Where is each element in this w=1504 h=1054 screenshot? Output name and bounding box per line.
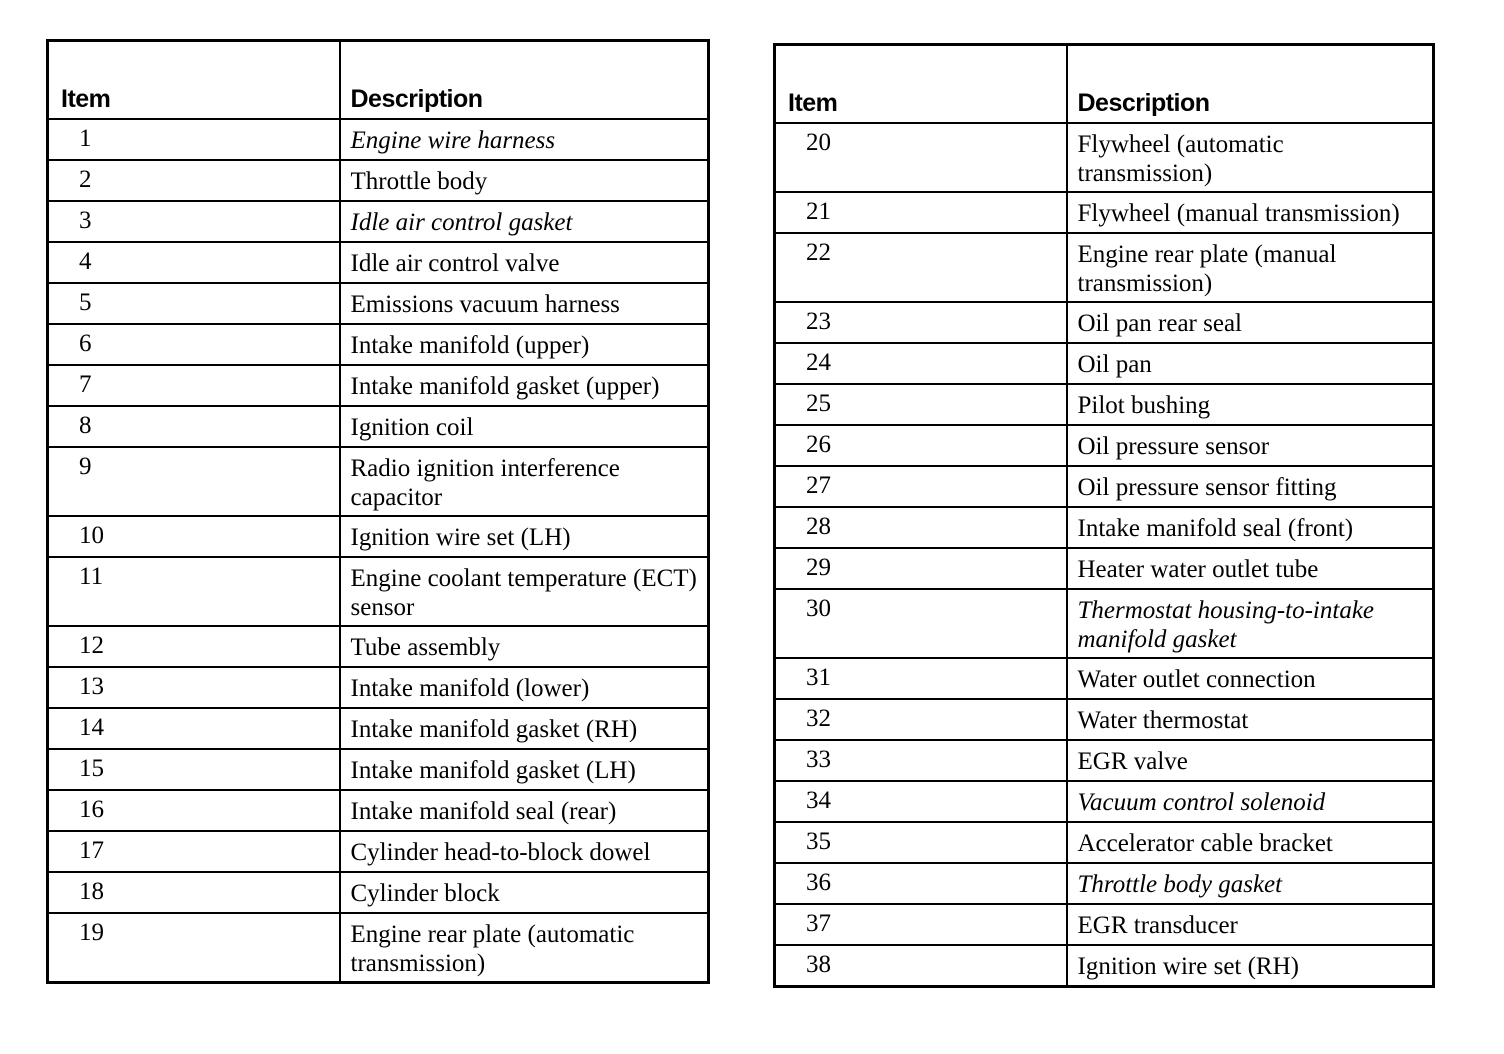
- table-row: [775, 343, 1434, 384]
- item-description: Water outlet connection: [1067, 658, 1434, 699]
- item-description: Throttle body gasket: [1067, 863, 1434, 904]
- item-description: Pilot bushing: [1067, 384, 1434, 425]
- table-body: [48, 119, 709, 983]
- item-number: 21: [775, 192, 1067, 233]
- description-header: Description: [340, 41, 709, 120]
- item-number: 8: [48, 406, 340, 447]
- table-row: [775, 658, 1434, 699]
- table-row: [775, 192, 1434, 233]
- item-description: Flywheel (manual transmission): [1067, 192, 1434, 233]
- item-description: Cylinder head-to-block dowel: [340, 831, 709, 872]
- item-number: 4: [48, 242, 340, 283]
- table-row: [48, 872, 709, 913]
- table-row: [48, 708, 709, 749]
- item-number: 19: [48, 913, 340, 983]
- table-row: [775, 548, 1434, 589]
- item-number: 35: [775, 822, 1067, 863]
- table-row: [775, 123, 1434, 192]
- item-description: Water thermostat: [1067, 699, 1434, 740]
- item-header: Item: [48, 41, 340, 120]
- item-description: Intake manifold gasket (RH): [340, 708, 709, 749]
- item-number: 22: [775, 233, 1067, 302]
- item-number: 2: [48, 160, 340, 201]
- item-description: Ignition wire set (LH): [340, 516, 709, 557]
- item-number: 25: [775, 384, 1067, 425]
- table-row: [48, 324, 709, 365]
- item-description: Oil pan: [1067, 343, 1434, 384]
- item-description: Ignition coil: [340, 406, 709, 447]
- item-number: 17: [48, 831, 340, 872]
- table-row: [775, 699, 1434, 740]
- description-header: Description: [1067, 45, 1434, 124]
- item-description: Cylinder block: [340, 872, 709, 913]
- item-number: 28: [775, 507, 1067, 548]
- item-number: 13: [48, 667, 340, 708]
- item-number: 16: [48, 790, 340, 831]
- table-row: [775, 507, 1434, 548]
- item-number: 23: [775, 302, 1067, 343]
- table-row: [48, 365, 709, 406]
- item-description: Accelerator cable bracket: [1067, 822, 1434, 863]
- table-row: [48, 119, 709, 160]
- item-header: Item: [775, 45, 1067, 124]
- item-number: 26: [775, 425, 1067, 466]
- item-description: Intake manifold (lower): [340, 667, 709, 708]
- table-row: [775, 384, 1434, 425]
- table-row: [48, 516, 709, 557]
- item-description: EGR transducer: [1067, 904, 1434, 945]
- table-row: [48, 790, 709, 831]
- item-number: 34: [775, 781, 1067, 822]
- parts-table-left: [46, 39, 710, 984]
- table-row: [775, 233, 1434, 302]
- header-row: [775, 45, 1434, 124]
- item-description: Tube assembly: [340, 626, 709, 667]
- item-number: 29: [775, 548, 1067, 589]
- item-description: Vacuum control solenoid: [1067, 781, 1434, 822]
- item-description: Emissions vacuum harness: [340, 283, 709, 324]
- parts-table-right: [773, 43, 1435, 988]
- item-description: Intake manifold seal (front): [1067, 507, 1434, 548]
- item-description: Idle air control valve: [340, 242, 709, 283]
- item-description: Engine wire harness: [340, 119, 709, 160]
- table-row: [775, 740, 1434, 781]
- table-body: [775, 123, 1434, 987]
- item-description: Radio ignition interference capacitor: [340, 447, 709, 516]
- table-row: [775, 863, 1434, 904]
- item-description: Engine rear plate (automatic transmission): [350, 921, 635, 977]
- item-description: Intake manifold gasket (LH): [340, 749, 709, 790]
- table-row: [775, 425, 1434, 466]
- item-number: 5: [48, 283, 340, 324]
- table-row: [48, 160, 709, 201]
- item-number: 1: [48, 119, 340, 160]
- item-number: 7: [48, 365, 340, 406]
- table-row: [775, 945, 1434, 987]
- item-description: Engine coolant temperature (ECT) sensor: [340, 557, 709, 626]
- table-row: [775, 904, 1434, 945]
- table-row: [48, 406, 709, 447]
- item-description: Oil pressure sensor fitting: [1067, 466, 1434, 507]
- item-number: 31: [775, 658, 1067, 699]
- item-description: Thermostat housing-to-intake manifold gasket: [1067, 589, 1434, 658]
- item-description: Intake manifold gasket (upper): [340, 365, 709, 406]
- item-number: 30: [775, 589, 1067, 658]
- item-description: Oil pan rear seal: [1067, 302, 1434, 343]
- item-description: Engine rear plate (manual transmission): [1067, 233, 1434, 302]
- item-number: 27: [775, 466, 1067, 507]
- header-row: [48, 41, 709, 120]
- item-description: EGR valve: [1067, 740, 1434, 781]
- table-row: [48, 242, 709, 283]
- item-number: 37: [775, 904, 1067, 945]
- item-description: Flywheel (automatic transmission): [1067, 123, 1434, 192]
- item-number: 3: [48, 201, 340, 242]
- item-number: 20: [775, 123, 1067, 192]
- item-description: Idle air control gasket: [340, 201, 709, 242]
- table-row: [775, 589, 1434, 658]
- table-row: [48, 667, 709, 708]
- table-row: [48, 626, 709, 667]
- table-row: [775, 466, 1434, 507]
- item-description: Ignition wire set (RH): [1077, 953, 1299, 980]
- item-description: Throttle body: [340, 160, 709, 201]
- item-description: Heater water outlet tube: [1067, 548, 1434, 589]
- item-description: Intake manifold seal (rear): [340, 790, 709, 831]
- item-number: 24: [775, 343, 1067, 384]
- table-row: [775, 822, 1434, 863]
- item-number: 9: [48, 447, 340, 516]
- table-row: [48, 831, 709, 872]
- table-row: [48, 913, 709, 983]
- table-row: [48, 447, 709, 516]
- table-row: [48, 201, 709, 242]
- item-number: 15: [48, 749, 340, 790]
- table-row: [48, 283, 709, 324]
- item-number: 6: [48, 324, 340, 365]
- table-row: [48, 557, 709, 626]
- item-number: 36: [775, 863, 1067, 904]
- table-row: [775, 302, 1434, 343]
- item-number: 18: [48, 872, 340, 913]
- item-description: Intake manifold (upper): [340, 324, 709, 365]
- item-number: 33: [775, 740, 1067, 781]
- item-number: 14: [48, 708, 340, 749]
- item-number: 12: [48, 626, 340, 667]
- table-row: [48, 749, 709, 790]
- table-row: [775, 781, 1434, 822]
- item-number: 32: [775, 699, 1067, 740]
- item-number: 10: [48, 516, 340, 557]
- item-number: 38: [775, 945, 1067, 987]
- item-number: 11: [48, 557, 340, 626]
- item-description: Oil pressure sensor: [1067, 425, 1434, 466]
